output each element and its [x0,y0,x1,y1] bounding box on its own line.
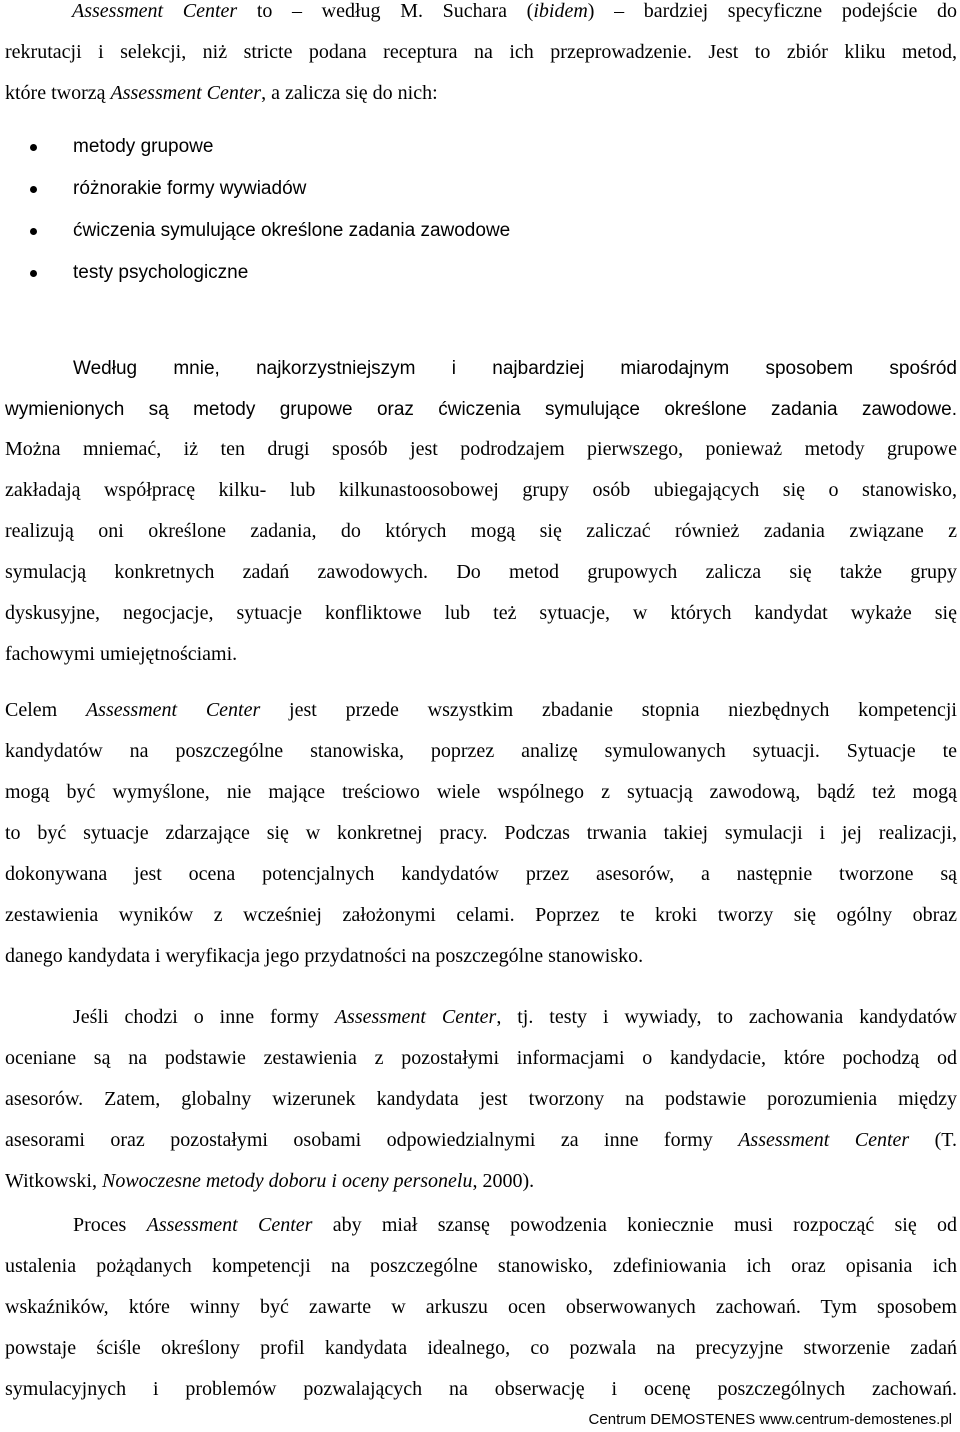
text-span: , tj. testy i wywiady, to zachowania kandydatów [496,1006,957,1028]
list-item [0,252,960,294]
group-methods-paragraph [5,429,957,675]
list-item [0,210,960,252]
text-line: wymienionych są metody grupowe oraz ćwiczenia symulujące określone zadania zawodowe. [5,399,957,420]
text-line: danego kandydata i weryfikacja jego przydatności na poszczególne stanowisko. [5,945,644,967]
list-item-label: ćwiczenia symulujące określone zadania zawodowe [73,220,511,241]
text-line: Można mniemać, iż ten drugi sposób jest podrodzajem pierwszego, ponieważ metody grupowe [5,438,957,460]
text-line [5,0,957,32]
bullet-icon [30,270,37,277]
text-span: (T. [909,1129,958,1151]
text-span: Witkowski, [5,1170,102,1192]
italic-term: ibidem [533,0,588,22]
text-span: ) – bardziej specyficzne podejście do [587,0,957,22]
text-line: dyskusyjne, negocjacje, sytuacje konfliktowe lub też sytuacje, w których kandydat wykaże się [5,602,957,624]
list-item-label: różnorakie formy wywiadów [73,178,307,199]
italic-term: Assessment Center [334,1006,497,1028]
italic-term: Assessment Center [85,699,261,721]
list-item-label: metody grupowe [73,136,214,157]
text-line: symulacją konkretnych zadań zawodowych. Do metod grupowych zalicza się także grupy [5,561,957,583]
text-line: powstaje ściśle określony profil kandydata idealnego, co pozwala na precyzyjne stworzenie zadań [5,1337,957,1359]
text-line: realizują oni określone zadania, do których mogą się zaliczać również zadania związane z [5,520,957,542]
text-span: aby miał szansę powodzenia koniecznie musi rozpocząć się od [312,1214,957,1236]
intro-paragraph [5,0,957,114]
text-line: ustalenia pożądanych kompetencji na poszczególne stanowisko, zdefiniowania ich oraz opisania ich [5,1255,957,1277]
methods-list [0,126,960,294]
text-line [5,1161,957,1202]
text-span: , a zalicza się do nich: [261,82,438,104]
page-footer: Centrum DEMOSTENES www.centrum-demostenes.pl [588,1411,952,1428]
list-item [0,168,960,210]
text-line: to być sytuacje zdarzające się w konkretnej pracy. Podczas trwania takiej symulacji i jej realizacji, [5,822,957,844]
italic-citation: Nowoczesne metody doboru i oceny personelu [101,1170,473,1192]
text-span: Celem [5,699,86,721]
italic-term: Assessment Center [110,82,262,104]
text-line: rekrutacji i selekcji, niż stricte podana receptura na ich przeprowadzenie. Jest to zbiór kliku metod, [5,41,957,63]
text-line: fachowymi umiejętnościami. [5,643,238,665]
text-line: asesorów. Zatem, globalny wizerunek kandydata jest tworzony na podstawie porozumienia między [5,1088,957,1110]
text-span: to – według M. Suchara ( [237,0,534,22]
text-span: jest przede wszystkim zbadanie stopnia niezbędnych kompetencji [260,699,957,721]
text-line: Według mnie, najkorzystniejszym i najbardziej miarodajnym sposobem spośród [73,358,957,379]
bullet-icon [30,186,37,193]
text-span: Proces [73,1214,147,1236]
italic-term: Assessment Center [738,1129,910,1151]
text-line: mogą być wymyślone, nie mające treściowo wiele wspólnego z sytuacją zawodową, bądź też mogą [5,781,957,803]
text-line [5,1205,957,1246]
list-item [0,126,960,168]
text-line: zakładają współpracę kilku- lub kilkunastoosobowej grupy osób ubiegających się o stanowisko, [5,479,957,501]
text-line: zestawienia wyników z wcześniej założonymi celami. Poprzez te kroki tworzy się ogólny obraz [5,904,957,926]
italic-term: Assessment Center [146,1214,313,1236]
italic-term: Assessment Center [72,0,238,22]
text-span: asesorami oraz pozostałymi osobami odpowiedzialnymi za inne formy [5,1129,739,1151]
text-line: symulacyjnych i problemów pozwalających na obserwację i ocenę poszczególnych zachowań. [5,1378,957,1400]
text-line [5,1120,957,1161]
opinion-paragraph [5,348,957,430]
text-span: które tworzą [5,82,111,104]
text-line: dokonywana jest ocena potencjalnych kandydatów przez asesorów, a następnie tworzone są [5,863,957,885]
other-forms-paragraph [5,997,957,1202]
bullet-icon [30,228,37,235]
text-span: Jeśli chodzi o inne formy [73,1006,335,1028]
text-line: wskaźników, które winny być zawarte w arkuszu ocen obserwowanych zachowań. Tym sposobem [5,1296,957,1318]
process-paragraph [5,1205,957,1410]
text-line: kandydatów na poszczególne stanowiska, poprzez analizę symulowanych sytuacji. Sytuacje te [5,740,957,762]
list-item-label: testy psychologiczne [73,262,249,283]
text-span: , 2000). [472,1170,535,1192]
text-line: oceniane są na podstawie zestawienia z pozostałymi informacjami o kandydacie, które pochodzą od [5,1047,957,1069]
bullet-icon [30,144,37,151]
text-line [5,997,957,1038]
text-line [5,73,957,114]
purpose-paragraph [5,690,957,977]
text-line [5,690,957,731]
